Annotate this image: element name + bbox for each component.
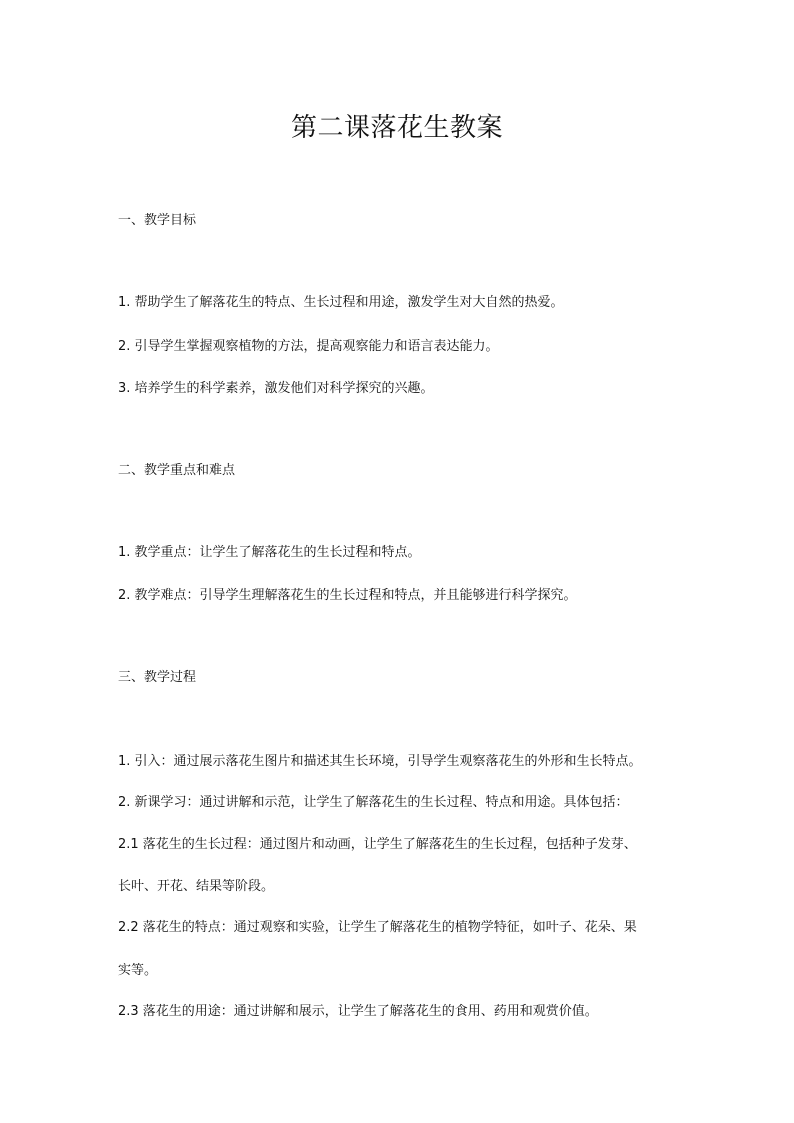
key-point-item-1: 1. 教学重点：让学生了解落花生的生长过程和特点。 <box>118 545 421 560</box>
process-item-2-3: 2.3 落花生的用途：通过讲解和展示，让学生了解落花生的食用、药用和观赏价值。 <box>118 1004 598 1019</box>
objective-item-3: 3. 培养学生的科学素养，激发他们对科学探究的兴趣。 <box>118 381 434 396</box>
key-point-item-2: 2. 教学难点：引导学生理解落花生的生长过程和特点，并且能够进行科学探究。 <box>118 588 577 603</box>
document-title: 第二课落花生教案 <box>290 113 503 143</box>
section-heading-key-points: 二、教学重点和难点 <box>118 463 236 478</box>
process-item-1: 1. 引入：通过展示落花生图片和描述其生长环境，引导学生观察落花生的外形和生长特点。 <box>118 754 642 769</box>
section-heading-process: 三、教学过程 <box>118 670 197 685</box>
objective-item-1: 1. 帮助学生了解落花生的特点、生长过程和用途，激发学生对大自然的热爱。 <box>118 295 564 310</box>
process-item-2-2-line-2: 实等。 <box>118 963 158 978</box>
section-heading-objectives: 一、教学目标 <box>118 213 197 228</box>
process-item-2-1-line-2: 长叶、开花、结果等阶段。 <box>118 879 275 894</box>
objective-item-2: 2. 引导学生掌握观察植物的方法，提高观察能力和语言表达能力。 <box>118 339 499 354</box>
process-item-2: 2. 新课学习：通过讲解和示范，让学生了解落花生的生长过程、特点和用途。具体包括： <box>118 795 629 810</box>
process-item-2-1-line-1: 2.1 落花生的生长过程：通过图片和动画，让学生了解落花生的生长过程，包括种子发芽、 <box>118 837 637 852</box>
process-item-2-2-line-1: 2.2 落花生的特点：通过观察和实验，让学生了解落花生的植物学特征，如叶子、花朵、果 <box>118 920 637 935</box>
